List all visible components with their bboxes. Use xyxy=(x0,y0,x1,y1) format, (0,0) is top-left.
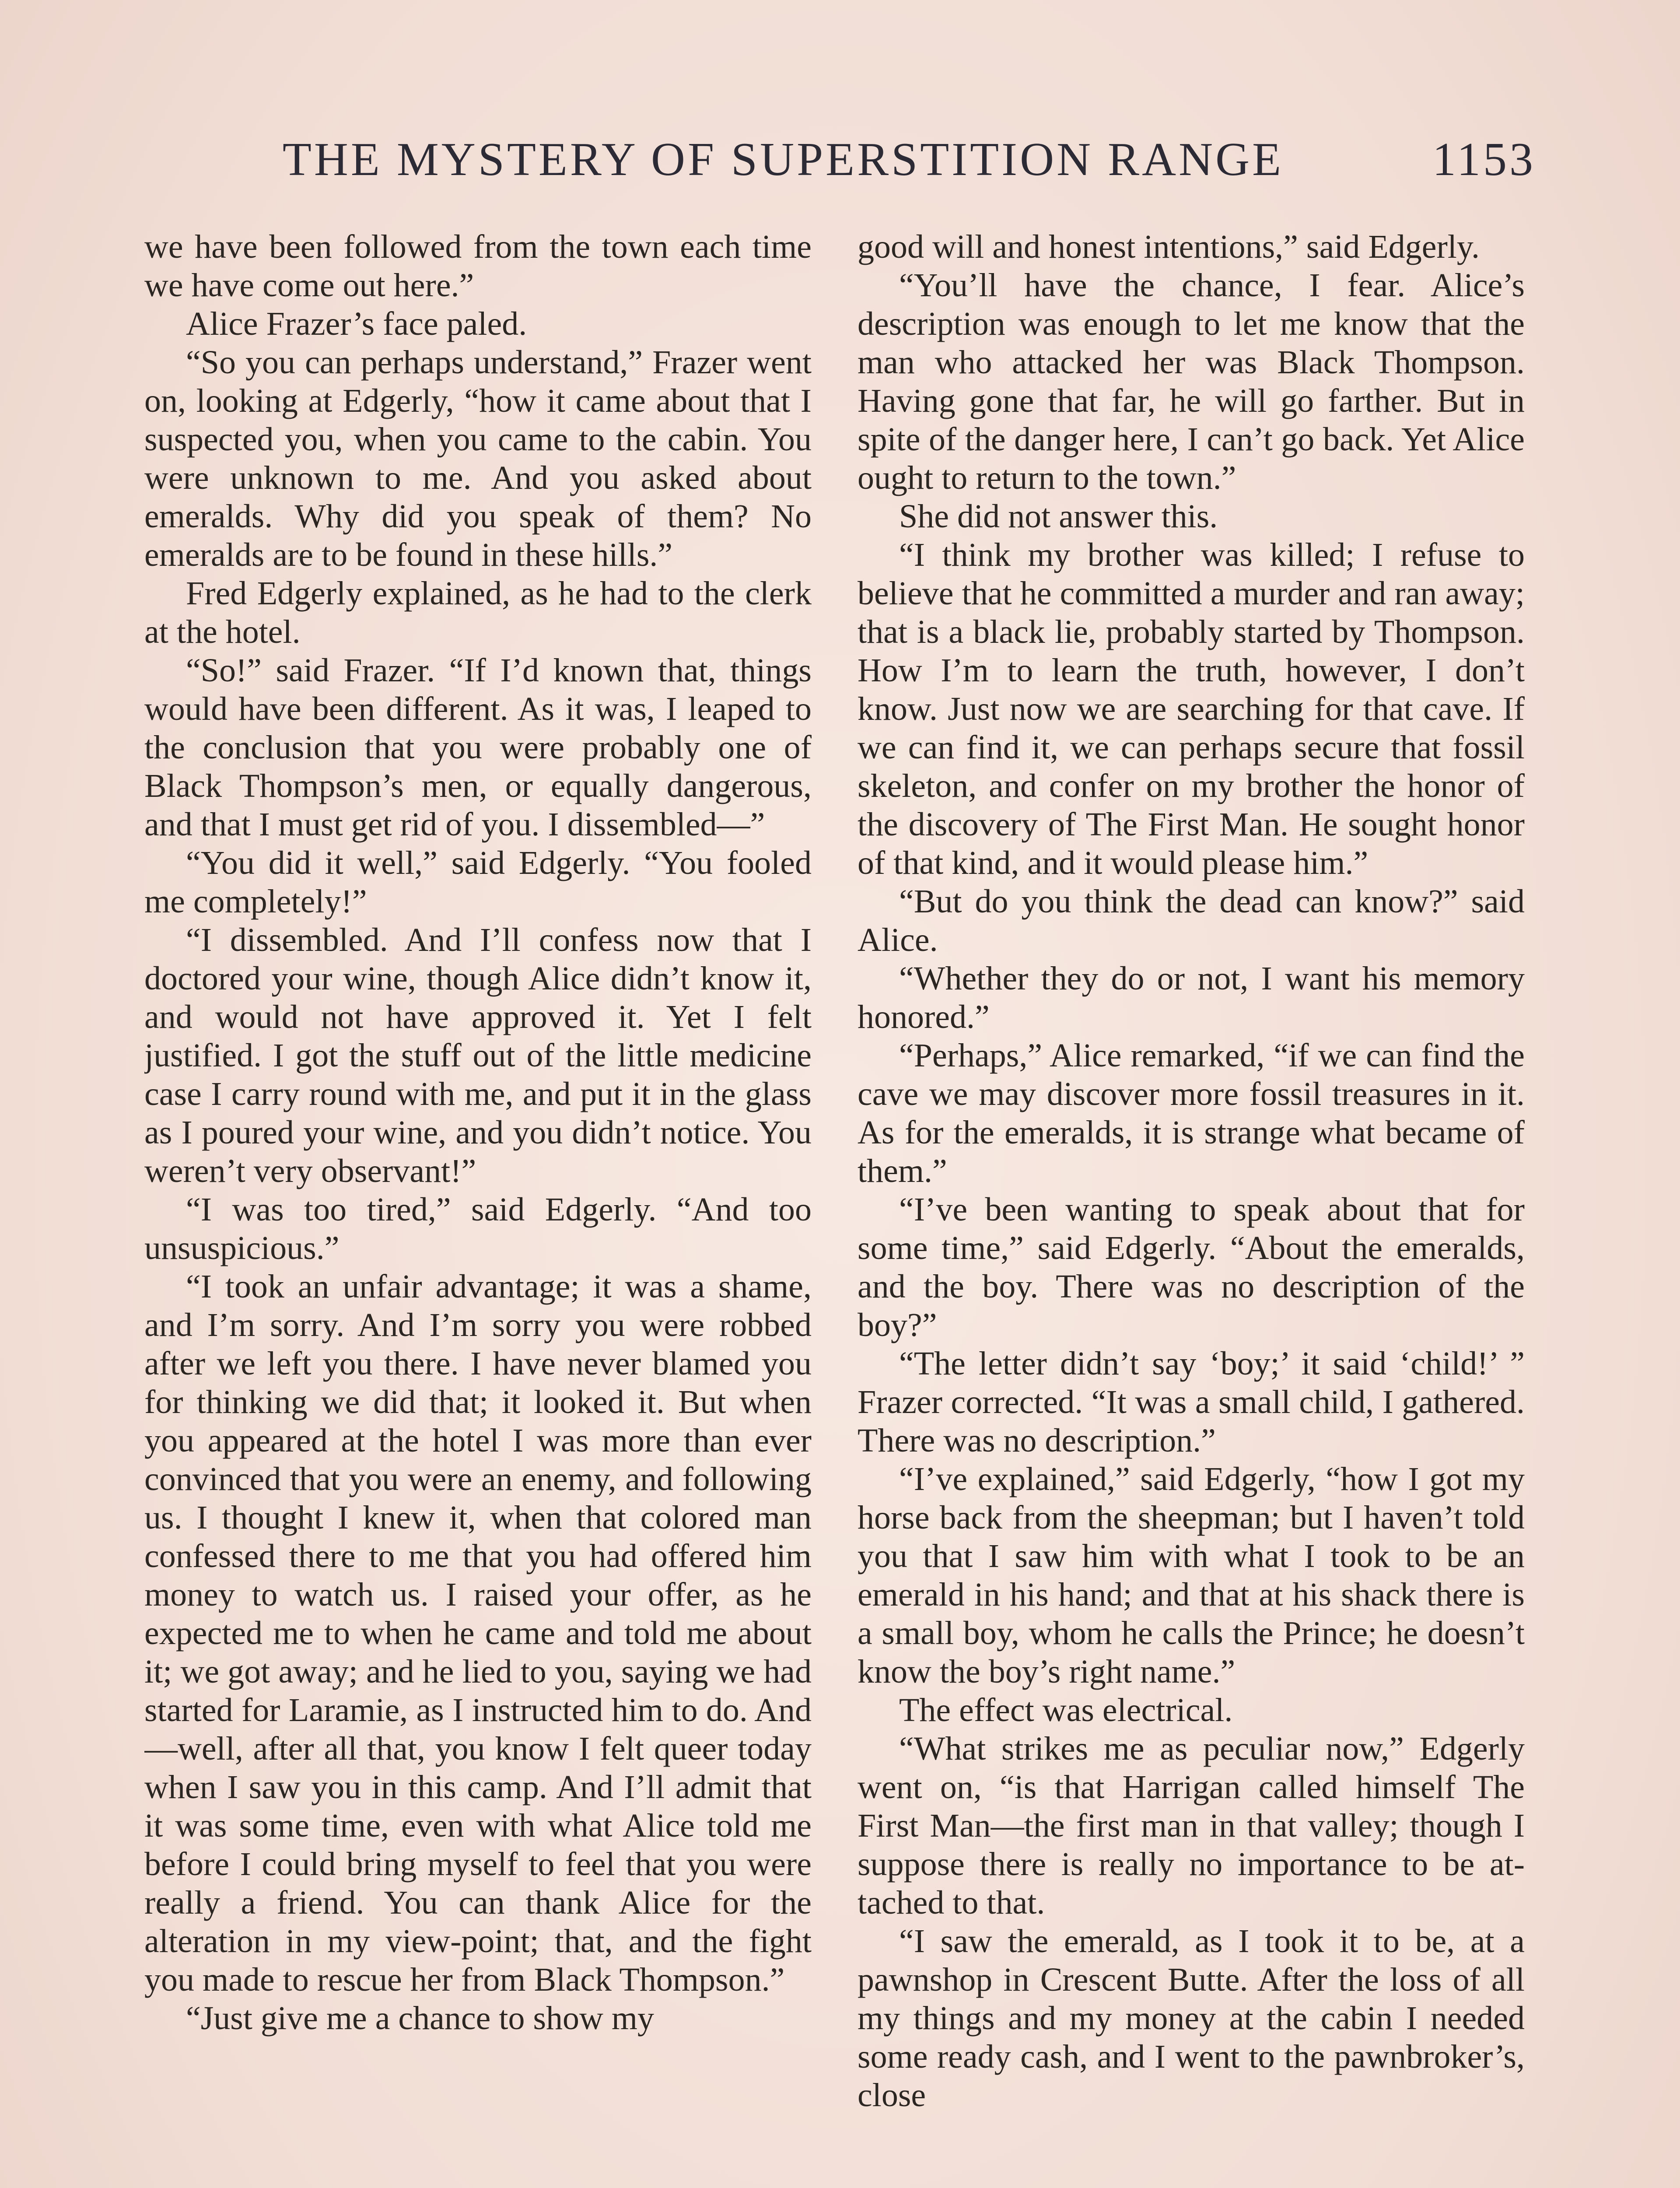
paragraph: “The letter didn’t say ‘boy;’ it said ‘child!’ ” Frazer corrected. “It was a small child, I gathered. There was no description.” xyxy=(858,1345,1525,1459)
paragraph: “I’ve been wanting to speak about that for some time,” said Edgerly. “About the emeralds, and the boy. There was no description of the boy?” xyxy=(858,1191,1525,1343)
right-column xyxy=(858,228,1525,2188)
paragraph: “Whether they do or not, I want his memory honored.” xyxy=(858,960,1525,1035)
paragraph: “So you can perhaps understand,” Frazer went on, looking at Edgerly, “how it came about that I suspected you, when you came to the cabin. You were unknown to me. And you asked about emeralds. Why did you speak of them? No emeralds are to be found in these hills.” xyxy=(144,344,812,573)
running-header xyxy=(144,127,1536,193)
paragraph: “But do you think the dead can know?” said Alice. xyxy=(858,883,1525,958)
paragraph: “You did it well,” said Edgerly. “You fooled me completely!” xyxy=(144,845,812,920)
paragraph: “I think my brother was killed; I refuse to believe that he committed a murder and ran away; that is a black lie, probably started by Thompson. How I’m to learn the truth, however, I don’t know. Just now we are searching for that cave. If we can find it, we can perhaps secure that fossil skeleton, and confer on my brother the honor of the discovery of The First Man. He sought honor of that kind, and it would please him.” xyxy=(858,536,1525,881)
paragraph: “What strikes me as peculiar now,” Edgerly went on, “is that Harrigan called himself The First Man—the first man in that valley; though I suppose there is really no importance to be attached to that. xyxy=(858,1730,1525,1921)
paragraph: “Perhaps,” Alice remarked, “if we can find the cave we may discover more fossil treasures in it. As for the emeralds, it is strange what became of them.” xyxy=(858,1037,1525,1189)
paragraph: “I’ve explained,” said Edgerly, “how I got my horse back from the sheepman; but I haven’t told you that I saw him with what I took to be an emerald in his hand; and that at his shack there is a small boy, whom he calls the Prince; he doesn’t know the boy’s right name.” xyxy=(858,1461,1525,1690)
paragraph: we have been followed from the town each time we have come out here.” xyxy=(144,228,812,304)
paragraph: “You’ll have the chance, I fear. Alice’s description was enough to let me know that the man who attacked her was Black Thompson. Having gone that far, he will go farther. But in spite of the danger here, I can’t go back. Yet Alice ought to return to the town.” xyxy=(858,267,1525,496)
paragraph: Alice Frazer’s face paled. xyxy=(186,305,527,342)
story-title: THE MYSTERY OF SUPERSTITION RANGE xyxy=(282,133,1284,186)
paragraph: good will and honest intentions,” said Edgerly. xyxy=(858,228,1480,265)
paragraph: “I took an unfair advantage; it was a shame, and I’m sorry. And I’m sorry you were robbed after we left you there. I have never blamed you for thinking we did that; it looked it. But when you appeared at the hotel I was more than ever convinced that you were an enemy, and following us. I thought I knew it, when that colored man confessed there to me that you had offered him money to watch us. I raised your offer, as he expected me to when he came and told me about it; we got away; and he lied to you, saying we had started for Laramie, as I instructed him to do. And—well, after all that, you know I felt queer today when I saw you in this camp. And I’ll admit that it was some time, even with what Alice told me before I could bring myself to feel that you were really a friend. You can thank Alice for the alteration in my view-point; that, and the fight you made to rescue her from Black Thompson.” xyxy=(144,1268,812,1998)
page-number: 1153 xyxy=(1432,133,1536,186)
paragraph: “I was too tired,” said Edgerly. “And too unsuspicious.” xyxy=(144,1191,812,1266)
paragraph: The effect was electrical. xyxy=(899,1692,1233,1729)
paragraph: She did not answer this. xyxy=(899,498,1218,535)
paragraph: “I saw the emerald, as I took it to be, at a pawnshop in Crescent Butte. After the loss of all my things and my money at the cabin I needed some ready cash, and I went to the pawnbroker’s, close xyxy=(858,1923,1525,2114)
paragraph: “Just give me a chance to show my xyxy=(186,2000,654,2037)
paragraph: “So!” said Frazer. “If I’d known that, things would have been different. As it was, I leaped to the conclusion that you were probably one of Black Thompson’s men, or equally dangerous, and that I must get rid of you. I dissembled—” xyxy=(144,652,812,843)
paragraph: Fred Edgerly explained, as he had to the clerk at the hotel. xyxy=(144,575,812,650)
left-column xyxy=(144,228,812,2188)
paragraph: “I dissembled. And I’ll confess now that I doctored your wine, though Alice didn’t know it, and would not have approved it. Yet I felt justified. I got the stuff out of the little medicine case I carry round with me, and put it in the glass as I poured your wine, and you didn’t notice. You weren’t very observant!” xyxy=(144,922,812,1189)
